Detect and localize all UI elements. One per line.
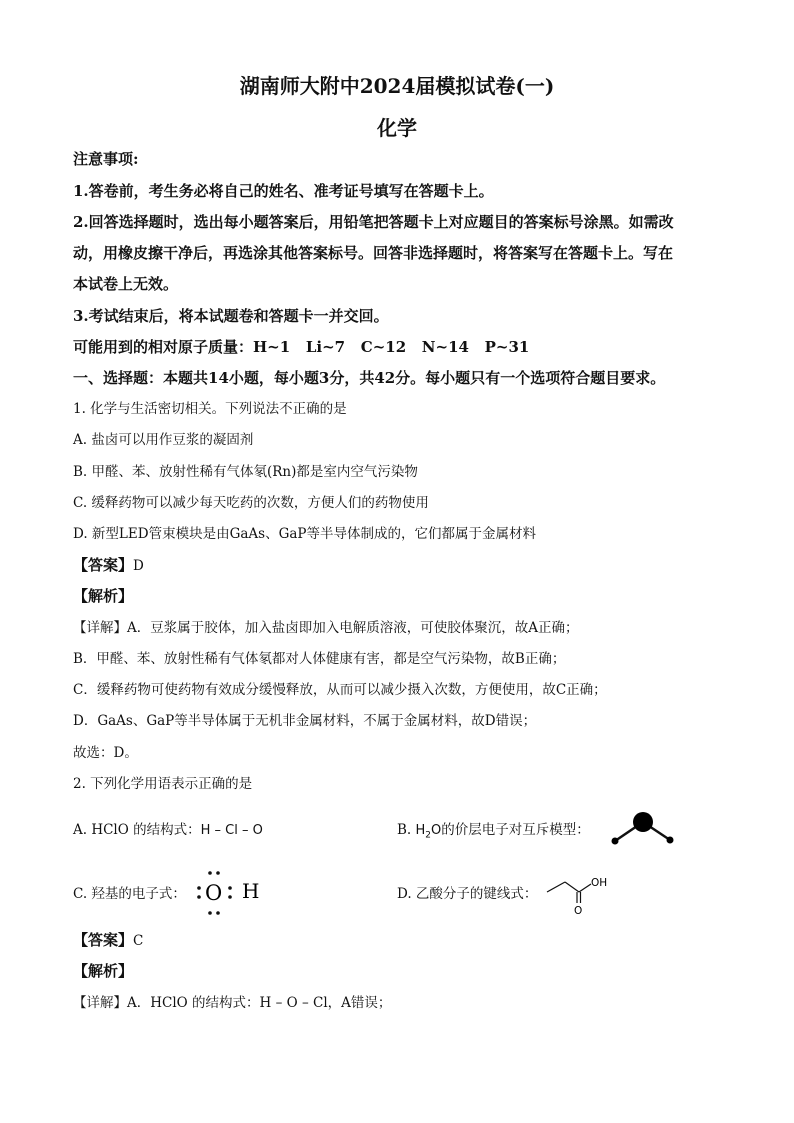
notice-heading: 注意事项: (73, 150, 139, 168)
q1-option-a: A. 盐卤可以用作豆浆的凝固剂 (73, 432, 254, 448)
hclo-formula: H – Cl – O (200, 823, 263, 838)
svg-text:OH: OH (591, 877, 608, 889)
q1-detail-1: 【详解】A．豆浆属于胶体，加入盐卤即加入电解质溶液，可使胶体聚沉，故A正确； (73, 620, 579, 636)
q1-detail-4: D．GaAs、GaP等半导体属于无机非金属材料，不属于金属材料，故D错误； (73, 713, 537, 729)
q1-conclusion: 故选：D。 (73, 745, 138, 761)
page-title: 湖南师大附中2024届模拟试卷(一) (239, 74, 555, 98)
answer-value: C (133, 933, 144, 949)
q1-analysis-tag: 【解析】 (73, 587, 134, 605)
q1-answer (73, 556, 144, 575)
notice-item-2-line-1: 2.回答选择题时，选出每小题答案后，用铅笔把答题卡上对应题目的答案标号涂黑。如需改 (73, 213, 674, 231)
q2-option-b: B. $H_2O$的价层电子对互斥模型： (397, 822, 590, 841)
notice-item-3: 3.考试结束后，将本试题卷和答题卡一并交回。 (73, 307, 389, 325)
q1-option-c: C. 缓释药物可以减少每天吃药的次数，方便人们的药物使用 (73, 495, 429, 511)
water-vsepr-model-icon (608, 810, 678, 850)
answer-value: D (133, 558, 144, 574)
water-formula: $H_2O$ (415, 823, 442, 841)
notice-item-2-line-2: 动，用橡皮擦干净后，再选涂其他答案标号。回答非选择题时，将答案写在答题卡上。写在 (73, 244, 674, 262)
q2-option-a: A. HClO 的结构式：H – Cl – O (73, 822, 263, 838)
q2-option-d: D. 乙酸分子的键线式： (397, 886, 538, 902)
q2-stem: 2. 下列化学用语表示正确的是 (73, 776, 253, 792)
notice-item-1: 1.答卷前，考生务必将自己的姓名、准考证号填写在答题卡上。 (73, 182, 494, 200)
q2-answer (73, 931, 143, 950)
answer-tag: 【答案】 (73, 556, 134, 574)
q1-option-b: B. 甲醛、苯、放射性稀有气体氡(Rn)都是室内空气污染物 (73, 464, 418, 480)
atomic-mass-line: 可能用到的相对原子质量：H~1 Li~7 C~12 N~14 P~31 (73, 338, 530, 356)
q2-analysis-tag: 【解析】 (73, 962, 134, 980)
subject-title: 化学 (377, 116, 417, 140)
acetic-acid-skeletal-formula-icon (545, 874, 615, 916)
svg-text:O: O (205, 881, 223, 905)
hydroxyl-electron-formula-icon (196, 868, 266, 918)
q1-stem: 1. 化学与生活密切相关。下列说法不正确的是 (73, 401, 347, 417)
svg-text:O: O (574, 905, 583, 917)
q2-detail-1: 【详解】A．HClO 的结构式：H – O – Cl，A错误； (73, 995, 392, 1011)
answer-tag: 【答案】 (73, 931, 134, 949)
notice-item-2-line-3: 本试卷上无效。 (73, 275, 179, 293)
detail-tag: 【详解】 (73, 620, 127, 636)
q1-detail-3: C．缓释药物可使药物有效成分缓慢释放，从而可以减少摄入次数，方便使用，故C正确； (73, 682, 607, 698)
q2-option-c: C. 羟基的电子式： (73, 886, 186, 902)
svg-text:H: H (242, 879, 260, 903)
q1-option-d: D. 新型LED管束模块是由GaAs、GaP等半导体制成的，它们都属于金属材料 (73, 526, 536, 542)
detail-tag: 【详解】 (73, 995, 127, 1011)
q1-detail-2: B．甲醛、苯、放射性稀有气体氡都对人体健康有害，都是空气污染物，故B正确； (73, 651, 566, 667)
section-1-heading: 一、选择题：本题共14小题，每小题3分，共42分。每小题只有一个选项符合题目要求。 (73, 369, 666, 387)
